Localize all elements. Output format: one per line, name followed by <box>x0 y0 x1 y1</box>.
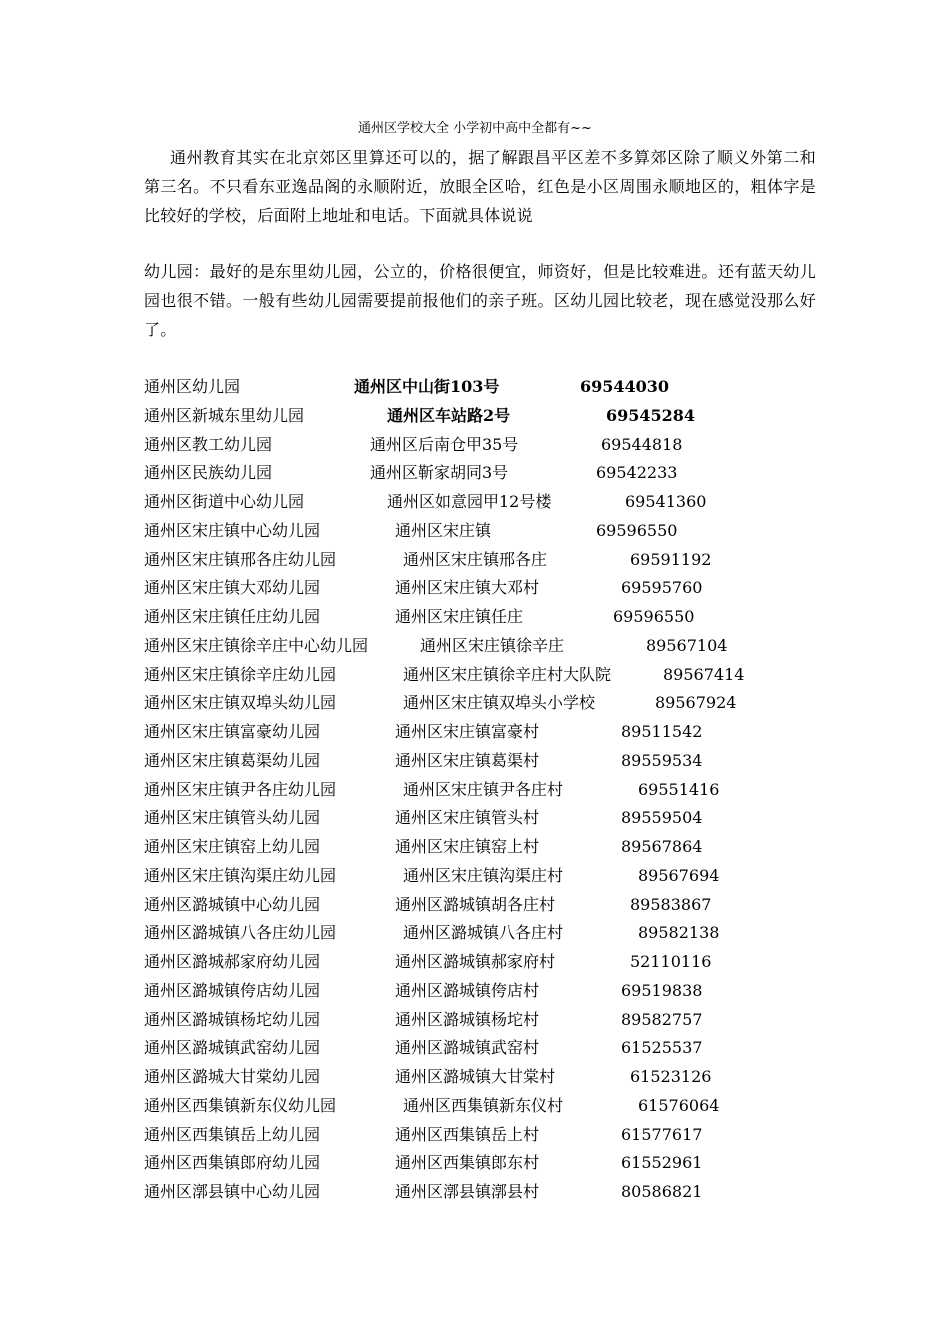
kindergarten-phone: 89567414 <box>663 664 745 684</box>
kindergarten-phone: 69544818 <box>601 434 683 454</box>
table-row <box>144 948 824 977</box>
kindergarten-phone: 89567104 <box>646 635 728 655</box>
table-row <box>144 689 824 718</box>
kindergarten-name: 通州区宋庄镇徐辛庄中心幼儿园 <box>144 635 369 655</box>
kindergarten-address: 通州区潞城镇杨坨村 <box>395 1009 540 1029</box>
kindergarten-phone: 69542233 <box>596 463 678 483</box>
kindergarten-phone: 69551416 <box>638 779 720 799</box>
kindergarten-name: 通州区宋庄镇邢各庄幼儿园 <box>144 549 337 569</box>
table-row <box>144 488 824 517</box>
table-row <box>144 546 824 575</box>
kindergarten-address: 通州区西集镇郎东村 <box>395 1153 540 1173</box>
table-row <box>144 1006 824 1035</box>
kindergarten-address: 通州区漷县镇漷县村 <box>395 1182 540 1201</box>
kindergarten-address: 通州区宋庄镇管头村 <box>395 808 540 828</box>
table-row <box>144 718 824 747</box>
table-row <box>144 1149 824 1178</box>
kindergarten-address: 通州区宋庄镇徐辛庄 <box>420 635 565 655</box>
kindergarten-name: 通州区潞城镇中心幼儿园 <box>144 894 321 914</box>
kindergarten-name: 通州区西集镇岳上幼儿园 <box>144 1124 321 1144</box>
kindergarten-phone: 89582757 <box>621 1009 703 1029</box>
kindergarten-address: 通州区中山街103号 <box>354 377 500 396</box>
kindergarten-phone: 61576064 <box>638 1095 720 1115</box>
kindergarten-address: 通州区宋庄镇沟渠庄村 <box>403 865 564 885</box>
kindergarten-address: 通州区西集镇新东仪村 <box>403 1095 564 1115</box>
kindergarten-list <box>144 373 824 1207</box>
kindergarten-address: 通州区宋庄镇徐辛庄村大队院 <box>403 664 612 684</box>
kindergarten-name: 通州区西集镇郎府幼儿园 <box>144 1153 321 1173</box>
kindergarten-address: 通州区宋庄镇邢各庄 <box>403 549 548 569</box>
page-title: 通州区学校大全 小学初中高中全都有~~ <box>358 121 592 136</box>
kindergarten-address: 通州区宋庄镇任庄 <box>395 607 524 626</box>
kindergarten-name: 通州区教工幼儿园 <box>144 434 273 454</box>
table-row <box>144 431 824 460</box>
kindergarten-phone: 89559534 <box>621 750 703 770</box>
kindergarten-name: 通州区潞城镇八各庄幼儿园 <box>144 923 337 943</box>
kindergarten-address: 通州区西集镇岳上村 <box>395 1124 540 1144</box>
kindergarten-address: 通州区潞城镇八各庄村 <box>403 923 564 943</box>
kindergarten-name: 通州区宋庄镇中心幼儿园 <box>144 520 321 540</box>
table-row <box>144 1178 824 1207</box>
kindergarten-phone: 69519838 <box>621 980 703 1000</box>
kindergarten-phone: 89511542 <box>621 722 703 741</box>
kindergarten-name: 通州区宋庄镇徐辛庄幼儿园 <box>144 664 337 684</box>
table-row <box>144 517 824 546</box>
kindergarten-address: 通州区潞城镇胡各庄村 <box>395 894 556 914</box>
kindergarten-name: 通州区宋庄镇管头幼儿园 <box>144 808 321 828</box>
kindergarten-phone: 69541360 <box>625 492 707 511</box>
kindergarten-address: 通州区潞城镇大甘棠村 <box>395 1067 556 1086</box>
kindergarten-phone: 69544030 <box>580 377 670 396</box>
kindergarten-address: 通州区宋庄镇双埠头小学校 <box>403 693 596 713</box>
kindergarten-name: 通州区宋庄镇葛渠幼儿园 <box>144 750 321 770</box>
kindergarten-name: 通州区幼儿园 <box>144 377 241 396</box>
kindergarten-phone: 89559504 <box>621 808 703 828</box>
kindergarten-phone: 89582138 <box>638 923 720 943</box>
kindergarten-name: 通州区潞城大甘棠幼儿园 <box>144 1067 321 1086</box>
kindergarten-phone: 69596550 <box>613 607 695 626</box>
table-row <box>144 977 824 1006</box>
table-row <box>144 402 824 431</box>
table-row <box>144 776 824 805</box>
kindergarten-name: 通州区潞城镇杨坨幼儿园 <box>144 1009 321 1029</box>
kindergarten-phone: 69596550 <box>596 520 678 540</box>
kindergarten-name: 通州区宋庄镇大邓幼儿园 <box>144 578 321 598</box>
kindergarten-phone: 69591192 <box>630 549 712 569</box>
table-row <box>144 747 824 776</box>
kindergarten-phone: 61577617 <box>621 1124 703 1144</box>
kindergarten-phone: 89583867 <box>630 894 712 914</box>
kindergarten-address: 通州区宋庄镇大邓村 <box>395 578 540 598</box>
intro-paragraph: 通州教育其实在北京郊区里算还可以的，据了解跟昌平区差不多算郊区除了顺义外第二和第三名。不只看东亚逸品阁的永顺附近，放眼全区哈，红色是小区周围永顺地区的，粗体字是比较好的学校，后面附上地址和电话。下面就具体说说 <box>144 148 816 225</box>
kindergarten-name: 通州区宋庄镇窑上幼儿园 <box>144 837 321 856</box>
kindergarten-address: 通州区靳家胡同3号 <box>370 463 509 483</box>
kindergarten-name: 通州区宋庄镇富豪幼儿园 <box>144 722 321 741</box>
kindergarten-name: 通州区西集镇新东仪幼儿园 <box>144 1095 337 1115</box>
table-row <box>144 1063 824 1092</box>
table-row <box>144 1034 824 1063</box>
kindergarten-address: 通州区宋庄镇富豪村 <box>395 722 540 741</box>
kindergarten-name: 通州区潞城郝家府幼儿园 <box>144 952 321 971</box>
kindergarten-phone: 89567694 <box>638 865 720 885</box>
kindergarten-name: 通州区潞城镇侉店幼儿园 <box>144 980 321 1000</box>
table-row <box>144 632 824 661</box>
table-row <box>144 862 824 891</box>
kindergarten-name: 通州区漷县镇中心幼儿园 <box>144 1182 321 1201</box>
kindergarten-phone: 61552961 <box>621 1153 703 1173</box>
kindergarten-name: 通州区宋庄镇沟渠庄幼儿园 <box>144 865 337 885</box>
table-row <box>144 891 824 920</box>
table-row <box>144 574 824 603</box>
kindergarten-address: 通州区潞城镇武窑村 <box>395 1038 540 1058</box>
kindergarten-address: 通州区后南仓甲35号 <box>370 434 519 454</box>
table-row <box>144 833 824 862</box>
kindergarten-phone: 80586821 <box>621 1182 703 1201</box>
kindergarten-address: 通州区车站路2号 <box>387 405 511 425</box>
kindergarten-address: 通州区宋庄镇尹各庄村 <box>403 779 564 799</box>
table-row <box>144 804 824 833</box>
kindergarten-address: 通州区潞城镇侉店村 <box>395 980 540 1000</box>
kindergarten-phone: 89567924 <box>655 693 737 713</box>
table-row <box>144 919 824 948</box>
table-row <box>144 661 824 690</box>
kindergarten-address: 通州区如意园甲12号楼 <box>387 492 552 511</box>
kindergarten-phone: 89567864 <box>621 837 703 856</box>
kindergarten-name: 通州区宋庄镇任庄幼儿园 <box>144 607 321 626</box>
kindergarten-name: 通州区民族幼儿园 <box>144 463 273 483</box>
kindergarten-name: 通州区宋庄镇尹各庄幼儿园 <box>144 779 337 799</box>
kindergarten-phone: 69595760 <box>621 578 703 598</box>
kindergarten-name: 通州区新城东里幼儿园 <box>144 405 305 425</box>
kindergarten-address: 通州区宋庄镇葛渠村 <box>395 750 540 770</box>
kindergarten-phone: 61523126 <box>630 1067 712 1086</box>
kindergarten-address: 通州区宋庄镇 <box>395 520 492 540</box>
table-row <box>144 603 824 632</box>
kindergarten-address: 通州区宋庄镇窑上村 <box>395 837 540 856</box>
kindergarten-phone: 52110116 <box>630 952 712 971</box>
kindergarten-name: 通州区宋庄镇双埠头幼儿园 <box>144 693 337 713</box>
table-row <box>144 1092 824 1121</box>
table-row <box>144 459 824 488</box>
kindergarten-name: 通州区潞城镇武窑幼儿园 <box>144 1038 321 1058</box>
kindergarten-phone: 69545284 <box>606 405 696 425</box>
kindergarten-intro-paragraph: 幼儿园：最好的是东里幼儿园，公立的，价格很便宜，师资好，但是比较难进。还有蓝天幼儿园也很不错。一般有些幼儿园需要提前报他们的亲子班。区幼儿园比较老，现在感觉没那么好了。 <box>144 262 816 339</box>
table-row <box>144 373 824 402</box>
kindergarten-name: 通州区街道中心幼儿园 <box>144 492 305 511</box>
kindergarten-phone: 61525537 <box>621 1038 703 1058</box>
kindergarten-address: 通州区潞城镇郝家府村 <box>395 952 556 971</box>
table-row <box>144 1121 824 1150</box>
